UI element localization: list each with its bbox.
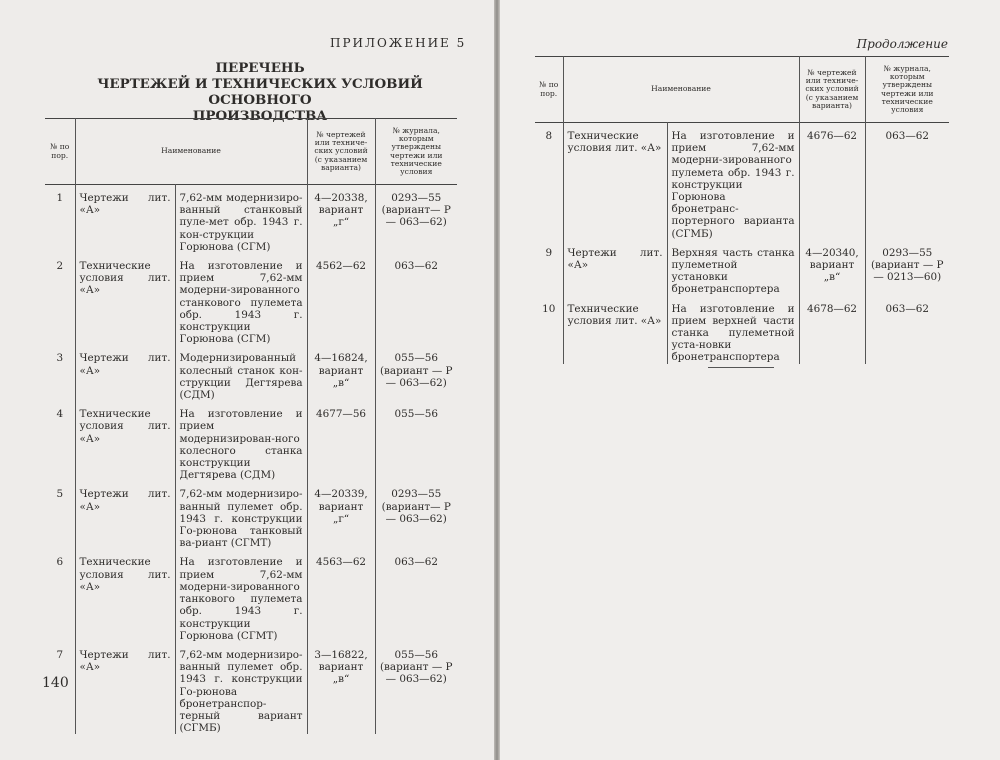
- header-journal-number: № журнала, которым утверждены чертежи или технические условия: [375, 119, 457, 185]
- row-kind: Чертежи лит. «А»: [563, 240, 667, 296]
- row-description: На изготовление и прием верхней части станка пулеметной уста-новки бронетранспортера: [667, 296, 799, 364]
- row-kind: Технические условия лит. «А»: [75, 253, 175, 345]
- header-drawing-number: № чертежей или техниче-ских условий (с указанием варианта): [307, 119, 375, 185]
- row-kind: Чертежи лит. «А»: [75, 481, 175, 549]
- row-kind: Технические условия лит. «А»: [563, 296, 667, 364]
- table-row: [45, 253, 457, 345]
- row-drawing-number: 4677—56: [307, 401, 375, 481]
- title-line: ЧЕРТЕЖЕЙ И ТЕХНИЧЕСКИХ УСЛОВИЙ ОСНОВНОГО: [97, 76, 423, 108]
- row-kind: Чертежи лит. «А»: [75, 345, 175, 401]
- page-number: 140: [42, 675, 69, 691]
- row-journal: 055—56 (вариант — Р — 063—62): [375, 642, 457, 734]
- table-row: [45, 481, 457, 549]
- row-drawing-number: 4676—62: [799, 123, 865, 240]
- row-description: На изготовление и прием 7,62-мм модерни-зированного танкового пулемета обр. 1943 г. конструкции Горюнова (СГМТ): [175, 549, 307, 641]
- row-drawing-number: 4563—62: [307, 549, 375, 641]
- row-kind: Технические условия лит. «А»: [563, 123, 667, 240]
- table-row: [535, 123, 949, 240]
- table-row: [535, 296, 949, 364]
- left-page: [0, 0, 494, 760]
- document-title: [60, 60, 460, 124]
- row-description: 7,62-мм модернизиро-ванный станковый пуле-мет обр. 1943 г. кон-струкции Горюнова (СГМ): [175, 185, 307, 254]
- table-row: [45, 401, 457, 481]
- row-drawing-number: 4—20340, вариант „в“: [799, 240, 865, 296]
- header-number: № по пор.: [50, 142, 70, 160]
- header-name: Наименование: [75, 119, 307, 185]
- row-description: На изготовление и прием модернизирован-ного колесного станка конструкции Дегтярева (СДМ): [175, 401, 307, 481]
- header-drawing-number: № чертежей или техниче-ских условий (с указанием варианта): [799, 57, 865, 123]
- header-name: Наименование: [563, 57, 799, 123]
- title-line: ПРОИЗВОДСТВА: [192, 108, 328, 124]
- continuation-label: Продолжение: [856, 37, 948, 51]
- row-journal: 063—62: [375, 549, 457, 641]
- header-journal-number: № журнала, которым утверждены чертежи или технические условия: [865, 57, 949, 123]
- row-kind: Технические условия лит. «А»: [75, 401, 175, 481]
- row-number: 7: [56, 648, 64, 661]
- row-description: На изготовление и прием 7,62-мм модерни-зированного пулемета обр. 1943 г. конструкции Горюнова бронетранс-портерного варианта (СГМБ): [667, 123, 799, 240]
- row-drawing-number: 4678—62: [799, 296, 865, 364]
- row-kind: Чертежи лит. «А»: [75, 185, 175, 254]
- row-drawing-number: 4—20338, вариант „г“: [307, 185, 375, 254]
- row-journal: 063—62: [375, 253, 457, 345]
- row-description: На изготовление и прием 7,62-мм модерни-зированного станкового пулемета обр. 1943 г. конструкции Горюнова (СГМ): [175, 253, 307, 345]
- row-number: 8: [545, 130, 553, 142]
- row-journal: 0293—55 (вариант— Р — 063—62): [375, 481, 457, 549]
- row-drawing-number: 4—20339, вариант „г“: [307, 481, 375, 549]
- drawings-table-left: [45, 118, 457, 734]
- row-journal: 0293—55 (вариант — Р — 0213—60): [865, 240, 949, 296]
- row-drawing-number: 3—16822, вариант „в“: [307, 642, 375, 734]
- row-number: 1: [56, 192, 64, 204]
- row-description: Модернизированный колесный станок кон-струкции Дегтярева (СДМ): [175, 345, 307, 401]
- row-number: 2: [56, 260, 64, 273]
- row-journal: 063—62: [865, 123, 949, 240]
- table-row: [535, 240, 949, 296]
- row-kind: Технические условия лит. «А»: [75, 549, 175, 641]
- table-row: [45, 345, 457, 401]
- end-rule: [708, 367, 774, 368]
- header-number: № по пор.: [539, 80, 559, 98]
- row-number: 5: [56, 488, 64, 501]
- drawings-table-right: [535, 56, 949, 364]
- table-row: [45, 185, 457, 254]
- appendix-label: ПРИЛОЖЕНИЕ 5: [330, 36, 467, 50]
- row-drawing-number: 4562—62: [307, 253, 375, 345]
- row-description: 7,62-мм модернизиро-ванный пулемет обр. 1943 г. конструкции Го-рюнова танковый ва-риант (СГМТ): [175, 481, 307, 549]
- title-line: ПЕРЕЧЕНЬ: [215, 60, 305, 76]
- row-number: 9: [545, 246, 553, 259]
- row-number: 3: [56, 352, 64, 365]
- row-description: Верхняя часть станка пулеметной установки бронетранспортера: [667, 240, 799, 296]
- row-number: 6: [56, 556, 64, 569]
- row-number: 4: [56, 408, 64, 421]
- row-description: 7,62-мм модернизиро-ванный пулемет обр. 1943 г. конструкции Го-рюнова бронетранспор-терный вариант (СГМБ): [175, 642, 307, 734]
- table-header-row: [45, 119, 457, 185]
- row-number: 10: [542, 302, 556, 315]
- row-journal: 0293—55 (вариант— Р — 063—62): [375, 185, 457, 254]
- table-row: [45, 642, 457, 734]
- table-header-row: [535, 57, 949, 123]
- row-kind: Чертежи лит. «А»: [75, 642, 175, 734]
- table-row: [45, 549, 457, 641]
- right-page: [500, 0, 1000, 760]
- row-journal: 055—56: [375, 401, 457, 481]
- row-drawing-number: 4—16824, вариант „в“: [307, 345, 375, 401]
- row-journal: 063—62: [865, 296, 949, 364]
- row-journal: 055—56 (вариант — Р — 063—62): [375, 345, 457, 401]
